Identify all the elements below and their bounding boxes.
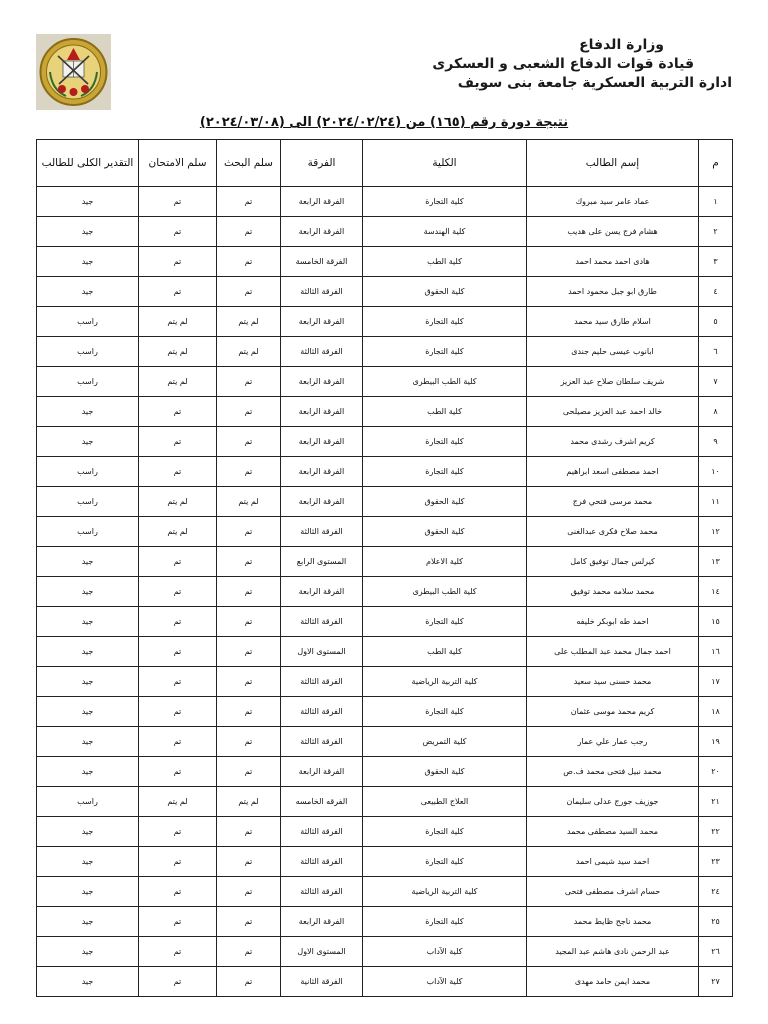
cell-overall-grade: جيد	[37, 877, 139, 907]
cell-research: تم	[217, 667, 281, 697]
cell-faculty: كلية الطب البيطرى	[363, 577, 527, 607]
cell-faculty: كلية الطب	[363, 397, 527, 427]
cell-year: الفرقه الخامسه	[281, 787, 363, 817]
cell-overall-grade: جيد	[37, 397, 139, 427]
cell-exam: تم	[139, 247, 217, 277]
cell-faculty: كلية التجارة	[363, 187, 527, 217]
table-row	[37, 547, 733, 577]
cell-faculty: العلاج الطبيعى	[363, 787, 527, 817]
cell-exam: تم	[139, 187, 217, 217]
table-row	[37, 697, 733, 727]
cell-number: ١١	[699, 487, 733, 517]
cell-number: ١٦	[699, 637, 733, 667]
cell-number: ٦	[699, 337, 733, 367]
cell-research: تم	[217, 757, 281, 787]
cell-faculty: كلية الحقوق	[363, 517, 527, 547]
cell-year: الفرقة الثانية	[281, 967, 363, 997]
cell-exam: تم	[139, 967, 217, 997]
cell-student-name: عماد عامر سيد مبروك	[527, 187, 699, 217]
cell-exam: تم	[139, 877, 217, 907]
cell-student-name: احمد مصطفى اسعد ابراهيم	[527, 457, 699, 487]
table-row	[37, 517, 733, 547]
cell-year: المستوى الاول	[281, 637, 363, 667]
cell-number: ١٣	[699, 547, 733, 577]
cell-faculty: كلية التربية الرياضية	[363, 877, 527, 907]
table-row	[37, 577, 733, 607]
cell-student-name: محمد السيد مصطفى محمد	[527, 817, 699, 847]
cell-faculty: كلية التجارة	[363, 427, 527, 457]
cell-faculty: كلية التجارة	[363, 697, 527, 727]
document-header	[312, 36, 732, 93]
cell-overall-grade: جيد	[37, 907, 139, 937]
table-row	[37, 307, 733, 337]
table-row	[37, 787, 733, 817]
cell-exam: تم	[139, 907, 217, 937]
cell-student-name: رجب عمار علي عمار	[527, 727, 699, 757]
table-row	[37, 877, 733, 907]
cell-overall-grade: جيد	[37, 937, 139, 967]
command-name: قيادة قوات الدفاع الشعبى و العسكرى	[432, 56, 694, 72]
table-row	[37, 907, 733, 937]
cell-overall-grade: جيد	[37, 187, 139, 217]
cell-exam: لم يتم	[139, 787, 217, 817]
cell-research: تم	[217, 817, 281, 847]
cell-faculty: كلية الحقوق	[363, 757, 527, 787]
cell-number: ١٤	[699, 577, 733, 607]
table-row	[37, 247, 733, 277]
table-row	[37, 187, 733, 217]
cell-faculty: كلية الحقوق	[363, 277, 527, 307]
cell-faculty: كلية الآداب	[363, 967, 527, 997]
cell-exam: تم	[139, 277, 217, 307]
cell-overall-grade: راسب	[37, 367, 139, 397]
cell-exam: تم	[139, 847, 217, 877]
cell-exam: لم يتم	[139, 337, 217, 367]
cell-faculty: كلية التجارة	[363, 817, 527, 847]
cell-faculty: كلية التجارة	[363, 847, 527, 877]
cell-number: ١٢	[699, 517, 733, 547]
cell-overall-grade: جيد	[37, 547, 139, 577]
cell-exam: تم	[139, 817, 217, 847]
cell-student-name: محمد نبيل فتحى محمد ف.ص	[527, 757, 699, 787]
cell-number: ٧	[699, 367, 733, 397]
ministry-name: وزارة الدفاع	[579, 37, 664, 53]
cell-faculty: كلية الطب	[363, 247, 527, 277]
cell-number: ٢٥	[699, 907, 733, 937]
cell-exam: تم	[139, 427, 217, 457]
cell-student-name: كيرلس جمال توفيق كامل	[527, 547, 699, 577]
cell-research: تم	[217, 517, 281, 547]
cell-student-name: محمد حسنى سيد سعيد	[527, 667, 699, 697]
cell-number: ٢	[699, 217, 733, 247]
cell-student-name: جوزيف جورج عدلى سليمان	[527, 787, 699, 817]
table-row	[37, 397, 733, 427]
cell-exam: تم	[139, 457, 217, 487]
cell-overall-grade: راسب	[37, 337, 139, 367]
table-row	[37, 277, 733, 307]
cell-research: تم	[217, 637, 281, 667]
cell-number: ١٨	[699, 697, 733, 727]
cell-year: الفرقة الرابعة	[281, 367, 363, 397]
cell-year: الفرقة الرابعة	[281, 217, 363, 247]
cell-research: تم	[217, 547, 281, 577]
cell-overall-grade: جيد	[37, 667, 139, 697]
cell-student-name: كريم اشرف رشدى محمد	[527, 427, 699, 457]
cell-exam: تم	[139, 577, 217, 607]
cell-year: الفرقة الثالثة	[281, 337, 363, 367]
document-title: نتيجة دورة رقم (١٦٥) من (٢٠٢٤/٠٢/٢٤) الى (٢٠٢٤/٠٣/٠٨)	[199, 115, 569, 130]
cell-number: ١٠	[699, 457, 733, 487]
cell-research: تم	[217, 877, 281, 907]
cell-number: ١٩	[699, 727, 733, 757]
table-row	[37, 457, 733, 487]
cell-student-name: كريم محمد موسى عثمان	[527, 697, 699, 727]
cell-research: تم	[217, 907, 281, 937]
cell-overall-grade: جيد	[37, 757, 139, 787]
col-header-overall-grade: التقدير الكلى للطالب	[37, 140, 139, 187]
table-row	[37, 847, 733, 877]
cell-year: الفرقة الرابعة	[281, 397, 363, 427]
cell-faculty: كلية التمريض	[363, 727, 527, 757]
cell-overall-grade: جيد	[37, 427, 139, 457]
table-row	[37, 817, 733, 847]
cell-exam: تم	[139, 217, 217, 247]
cell-faculty: كلية الآداب	[363, 937, 527, 967]
cell-faculty: كلية الهندسة	[363, 217, 527, 247]
cell-overall-grade: راسب	[37, 487, 139, 517]
cell-exam: لم يتم	[139, 517, 217, 547]
col-header-exam: سلم الامتحان	[139, 140, 217, 187]
military-emblem-logo	[36, 34, 111, 110]
cell-research: تم	[217, 277, 281, 307]
cell-research: لم يتم	[217, 307, 281, 337]
cell-year: الفرقة الرابعة	[281, 187, 363, 217]
cell-exam: تم	[139, 697, 217, 727]
cell-research: تم	[217, 967, 281, 997]
cell-student-name: ابانوب عيسى حليم جندى	[527, 337, 699, 367]
cell-faculty: كلية التجارة	[363, 907, 527, 937]
cell-overall-grade: جيد	[37, 697, 139, 727]
cell-year: الفرقة الثالثة	[281, 517, 363, 547]
department-name: ادارة التربية العسكرية جامعة بنى سويف	[457, 75, 732, 91]
cell-student-name: احمد جمال محمد عبد المطلب على	[527, 637, 699, 667]
cell-number: ٤	[699, 277, 733, 307]
cell-year: المستوى الاول	[281, 937, 363, 967]
cell-exam: تم	[139, 757, 217, 787]
cell-research: تم	[217, 457, 281, 487]
table-row	[37, 727, 733, 757]
cell-research: تم	[217, 937, 281, 967]
cell-overall-grade: راسب	[37, 787, 139, 817]
cell-student-name: اسلام طارق سيد محمد	[527, 307, 699, 337]
col-header-faculty: الكلية	[363, 140, 527, 187]
cell-exam: تم	[139, 397, 217, 427]
cell-student-name: محمد سلامه محمد توفيق	[527, 577, 699, 607]
cell-year: الفرقة الرابعة	[281, 457, 363, 487]
cell-research: تم	[217, 217, 281, 247]
cell-exam: لم يتم	[139, 487, 217, 517]
col-header-student-name: إسم الطالب	[527, 140, 699, 187]
cell-year: الفرقة الثالثة	[281, 817, 363, 847]
cell-year: الفرقة الرابعة	[281, 427, 363, 457]
cell-research: تم	[217, 577, 281, 607]
cell-number: ٢٤	[699, 877, 733, 907]
table-row	[37, 937, 733, 967]
cell-research: تم	[217, 697, 281, 727]
cell-exam: تم	[139, 637, 217, 667]
cell-year: الفرقة الثالثة	[281, 877, 363, 907]
cell-student-name: احمد سيد شيمى احمد	[527, 847, 699, 877]
cell-year: الفرقة الثالثة	[281, 667, 363, 697]
cell-student-name: حسام اشرف مصطفى فتحى	[527, 877, 699, 907]
cell-number: ٨	[699, 397, 733, 427]
table-row	[37, 337, 733, 367]
cell-faculty: كلية التجارة	[363, 607, 527, 637]
cell-research: لم يتم	[217, 487, 281, 517]
cell-year: الفرقة الرابعة	[281, 307, 363, 337]
cell-year: الفرقة الثالثة	[281, 847, 363, 877]
cell-number: ٢١	[699, 787, 733, 817]
cell-overall-grade: راسب	[37, 457, 139, 487]
cell-exam: تم	[139, 607, 217, 637]
cell-student-name: شريف سلطان صلاح عبد العزيز	[527, 367, 699, 397]
table-row	[37, 667, 733, 697]
cell-faculty: كلية الحقوق	[363, 487, 527, 517]
cell-exam: تم	[139, 937, 217, 967]
cell-overall-grade: راسب	[37, 517, 139, 547]
cell-number: ٢٢	[699, 817, 733, 847]
table-row	[37, 637, 733, 667]
cell-year: الفرقة الثالثة	[281, 697, 363, 727]
cell-student-name: محمد ايمن حامد مهدى	[527, 967, 699, 997]
cell-overall-grade: جيد	[37, 577, 139, 607]
cell-student-name: هشام فرج يسن على هديب	[527, 217, 699, 247]
cell-faculty: كلية الطب	[363, 637, 527, 667]
cell-overall-grade: جيد	[37, 217, 139, 247]
cell-faculty: كلية الاعلام	[363, 547, 527, 577]
cell-year: الفرقة الرابعة	[281, 757, 363, 787]
cell-year: الفرقة الرابعة	[281, 577, 363, 607]
cell-research: تم	[217, 367, 281, 397]
cell-research: تم	[217, 427, 281, 457]
cell-year: الفرقة الرابعة	[281, 907, 363, 937]
cell-exam: تم	[139, 727, 217, 757]
table-row	[37, 487, 733, 517]
col-header-number: م	[699, 140, 733, 187]
cell-faculty: كلية التربية الرياضية	[363, 667, 527, 697]
cell-exam: لم يتم	[139, 307, 217, 337]
table-row	[37, 757, 733, 787]
cell-number: ٢٠	[699, 757, 733, 787]
cell-research: لم يتم	[217, 337, 281, 367]
cell-faculty: كلية التجارة	[363, 307, 527, 337]
cell-student-name: محمد ناجح ظايط محمد	[527, 907, 699, 937]
cell-year: الفرقة الثالثة	[281, 277, 363, 307]
cell-overall-grade: جيد	[37, 847, 139, 877]
cell-student-name: محمد مرسى فتحي فرج	[527, 487, 699, 517]
cell-research: تم	[217, 397, 281, 427]
cell-number: ٢٦	[699, 937, 733, 967]
table-row	[37, 367, 733, 397]
cell-year: الفرقة الثالثة	[281, 727, 363, 757]
cell-year: الفرقة الخامسة	[281, 247, 363, 277]
table-row	[37, 427, 733, 457]
cell-overall-grade: جيد	[37, 277, 139, 307]
cell-faculty: كلية التجارة	[363, 337, 527, 367]
cell-student-name: عبد الرحمن نادى هاشم عبد المجيد	[527, 937, 699, 967]
cell-overall-grade: جيد	[37, 637, 139, 667]
cell-number: ٣	[699, 247, 733, 277]
cell-research: لم يتم	[217, 787, 281, 817]
cell-number: ١٧	[699, 667, 733, 697]
cell-student-name: هادى احمد محمد احمد	[527, 247, 699, 277]
cell-number: ٢٣	[699, 847, 733, 877]
cell-overall-grade: جيد	[37, 817, 139, 847]
table-row	[37, 607, 733, 637]
cell-student-name: محمد صلاح فكرى عبدالغنى	[527, 517, 699, 547]
cell-overall-grade: راسب	[37, 307, 139, 337]
cell-number: ٥	[699, 307, 733, 337]
table-header-row	[37, 140, 733, 187]
cell-exam: تم	[139, 547, 217, 577]
col-header-research: سلم البحث	[217, 140, 281, 187]
cell-research: تم	[217, 727, 281, 757]
cell-student-name: طارق ابو جبل محمود احمد	[527, 277, 699, 307]
cell-year: الفرقة الثالثة	[281, 607, 363, 637]
cell-exam: لم يتم	[139, 367, 217, 397]
cell-year: المستوى الرابع	[281, 547, 363, 577]
cell-faculty: كلية الطب البيطرى	[363, 367, 527, 397]
cell-overall-grade: جيد	[37, 247, 139, 277]
cell-research: تم	[217, 247, 281, 277]
cell-research: تم	[217, 187, 281, 217]
cell-overall-grade: جيد	[37, 607, 139, 637]
cell-research: تم	[217, 847, 281, 877]
cell-student-name: احمد طه ابوبكر خليفه	[527, 607, 699, 637]
results-table-body	[37, 187, 733, 997]
table-row	[37, 967, 733, 997]
cell-overall-grade: جيد	[37, 967, 139, 997]
cell-number: ٢٧	[699, 967, 733, 997]
cell-research: تم	[217, 607, 281, 637]
cell-number: ١	[699, 187, 733, 217]
col-header-year: الفرقة	[281, 140, 363, 187]
cell-overall-grade: جيد	[37, 727, 139, 757]
results-table	[36, 139, 733, 997]
cell-year: الفرقة الرابعة	[281, 487, 363, 517]
cell-faculty: كلية التجارة	[363, 457, 527, 487]
cell-exam: تم	[139, 667, 217, 697]
cell-number: ٩	[699, 427, 733, 457]
cell-student-name: خالد احمد عبد العزيز مصيلحى	[527, 397, 699, 427]
cell-number: ١٥	[699, 607, 733, 637]
table-row	[37, 217, 733, 247]
